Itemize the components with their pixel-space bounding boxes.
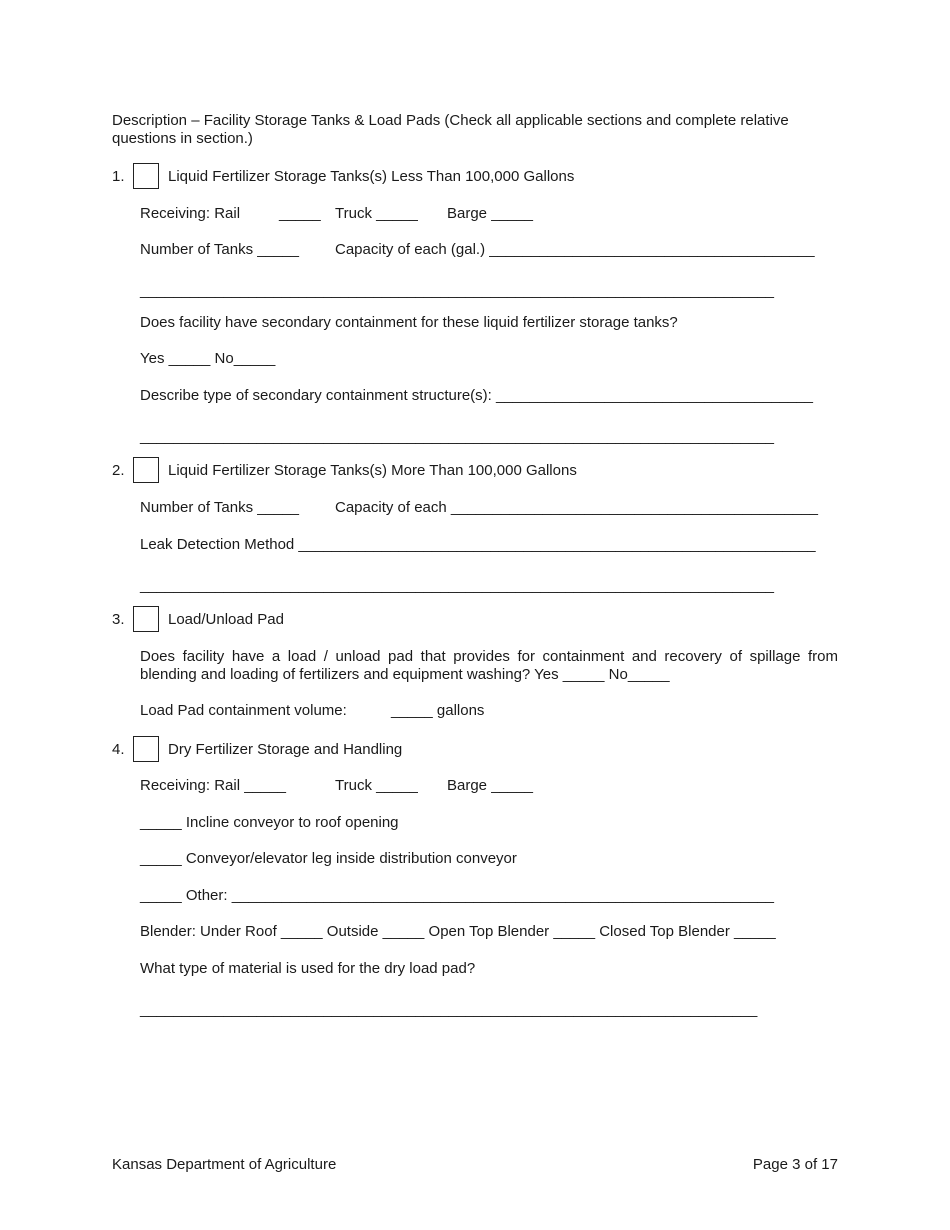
s1-blank-line-1[interactable]: ____________________________________________________________________________	[140, 282, 775, 299]
s1-capacity-field[interactable]: Capacity of each (gal.) _______________________________________	[335, 241, 815, 258]
section-4-title: Dry Fertilizer Storage and Handling	[168, 741, 403, 758]
section-3-title: Load/Unload Pad	[168, 611, 284, 628]
s4-receiving-rail-field[interactable]: Receiving: Rail _____	[140, 777, 286, 794]
intro-description: Description – Facility Storage Tanks & Load Pads (Check all applicable sections and complete relative questions in section.)	[112, 112, 789, 147]
s2-capacity-field[interactable]: Capacity of each ____________________________________________	[335, 499, 818, 516]
section-1-checkbox[interactable]	[133, 163, 159, 189]
s1-truck-field[interactable]: Truck _____	[335, 205, 418, 222]
s1-blank-line-2[interactable]: ____________________________________________________________________________	[140, 428, 775, 445]
s1-yes-no-field[interactable]: Yes _____ No_____	[140, 350, 276, 367]
section-3-number: 3.	[112, 611, 125, 628]
s3-load-pad-question: Does facility have a load / unload pad that provides for containment and recovery of spillage from blending and loading of fertilizers and equipment washing? Yes _____ No_____	[140, 648, 838, 683]
section-4-checkbox[interactable]	[133, 736, 159, 762]
section-1-number: 1.	[112, 168, 125, 185]
s4-conveyor-leg-field[interactable]: _____ Conveyor/elevator leg inside distribution conveyor	[140, 850, 517, 867]
s1-number-of-tanks-field[interactable]: Number of Tanks _____	[140, 241, 299, 258]
s4-truck-field[interactable]: Truck _____	[335, 777, 418, 794]
s4-material-question: What type of material is used for the dry load pad?	[140, 960, 476, 977]
s2-number-of-tanks-field[interactable]: Number of Tanks _____	[140, 499, 299, 516]
section-2-title: Liquid Fertilizer Storage Tanks(s) More Than 100,000 Gallons	[168, 462, 577, 479]
s1-secondary-containment-question: Does facility have secondary containment for these liquid fertilizer storage tanks?	[140, 314, 678, 331]
section-1-title: Liquid Fertilizer Storage Tanks(s) Less Than 100,000 Gallons	[168, 168, 575, 185]
s3-volume-label: Load Pad containment volume:	[140, 702, 347, 719]
s2-leak-detection-field[interactable]: Leak Detection Method ______________________________________________________________	[140, 536, 816, 553]
section-2-number: 2.	[112, 462, 125, 479]
s1-receiving-rail-label: Receiving: Rail	[140, 205, 241, 222]
footer-page-number: Page 3 of 17	[752, 1156, 838, 1173]
s4-incline-conveyor-field[interactable]: _____ Incline conveyor to roof opening	[140, 814, 399, 831]
s3-volume-field[interactable]: _____ gallons	[391, 702, 485, 719]
s4-blender-fields[interactable]: Blender: Under Roof _____ Outside _____ Open Top Blender _____ Closed Top Blender _____	[140, 923, 776, 940]
s2-blank-line-1[interactable]: ____________________________________________________________________________	[140, 577, 775, 594]
s1-receiving-rail-field[interactable]: _____	[279, 205, 321, 222]
section-4-number: 4.	[112, 741, 125, 758]
s4-barge-field[interactable]: Barge _____	[447, 777, 533, 794]
s4-other-field[interactable]: _____ Other: _________________________________________________________________	[140, 887, 774, 904]
section-3-checkbox[interactable]	[133, 606, 159, 632]
s1-barge-field[interactable]: Barge _____	[447, 205, 533, 222]
footer-organization: Kansas Department of Agriculture	[112, 1156, 337, 1173]
s1-describe-structure-field[interactable]: Describe type of secondary containment structure(s): ______________________________________	[140, 387, 813, 404]
section-2-checkbox[interactable]	[133, 457, 159, 483]
s4-blank-line-1[interactable]: __________________________________________________________________________	[140, 1001, 758, 1018]
